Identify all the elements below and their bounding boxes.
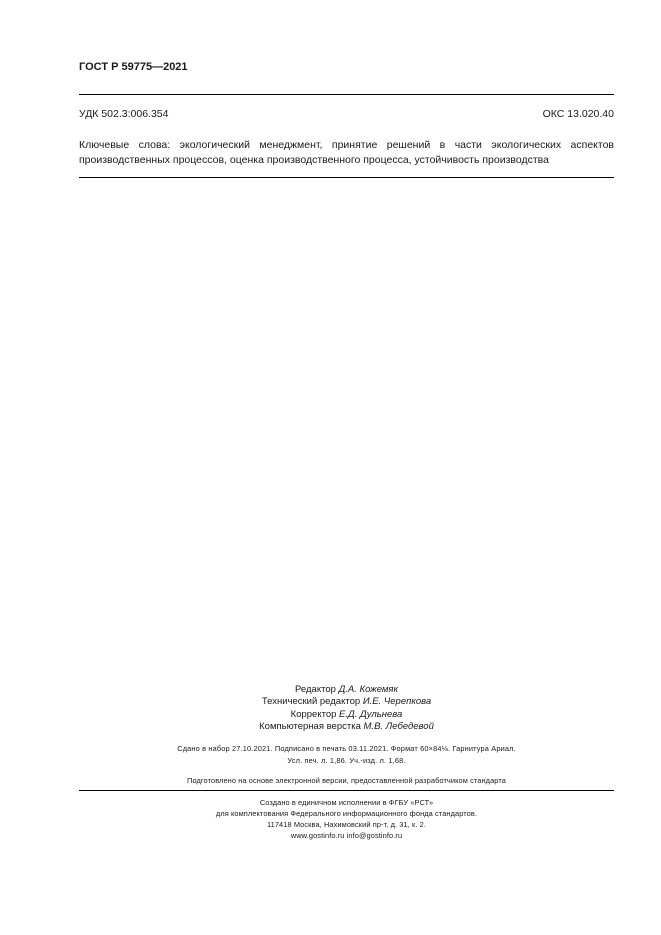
print-info-line: Усл. печ. л. 1,86. Уч.-изд. л. 1,68.: [287, 755, 406, 765]
document-code: ГОСТ Р 59775—2021: [79, 61, 188, 73]
publisher-line: Создано в единичном исполнении в ФГБУ «РСТ»: [259, 798, 434, 807]
credit-person: М.В. Лебедевой: [363, 721, 434, 733]
publisher-line: 117418 Москва, Нахимовский пр-т, д. 31, к. 2.: [266, 820, 427, 829]
keywords-text: экологический менеджмент, принятие решений в части экологических аспектов производственных процессов, оценка производственного процесса, устойчивость производства: [79, 139, 614, 166]
publisher-line: www.gostinfo.ru info@gostinfo.ru: [290, 831, 403, 840]
print-info-line: Сдано в набор 27.10.2021. Подписано в печать 03.11.2021. Формат 60×84⅛. Гарнитура Ариал.: [177, 744, 516, 753]
prepared-note: Подготовлено на основе электронной версии, предоставленной разработчиком стандарта: [187, 776, 506, 785]
divider-keywords: [79, 177, 614, 178]
publisher-line: для комплектования Федерального информационного фонда стандартов.: [215, 809, 478, 818]
credit-role: Корректор: [290, 708, 337, 720]
credit-person: И.Е. Черепкова: [362, 696, 432, 708]
keywords-label: Ключевые слова:: [79, 139, 171, 151]
oks-code: ОКС 13.020.40: [542, 108, 614, 120]
divider-bottom: [79, 790, 614, 791]
credit-editor: [79, 684, 614, 696]
credit-person: Е.Д. Дульнева: [339, 708, 403, 720]
credit-corrector: [79, 709, 614, 721]
credit-person: Д.А. Кожемяк: [338, 684, 398, 695]
credit-role: Редактор: [295, 684, 336, 695]
credit-role: Компьютерная верстка: [259, 721, 361, 733]
print-info: [79, 743, 614, 766]
divider-top: [79, 94, 614, 95]
keywords-paragraph: [79, 138, 614, 168]
credit-layout: [79, 721, 614, 733]
publisher-info: [79, 797, 614, 841]
udk-code: УДК 502.3:006.354: [79, 108, 169, 120]
credit-tech-editor: [79, 696, 614, 708]
credit-role: Технический редактор: [261, 696, 361, 708]
credits-block: [79, 684, 614, 734]
